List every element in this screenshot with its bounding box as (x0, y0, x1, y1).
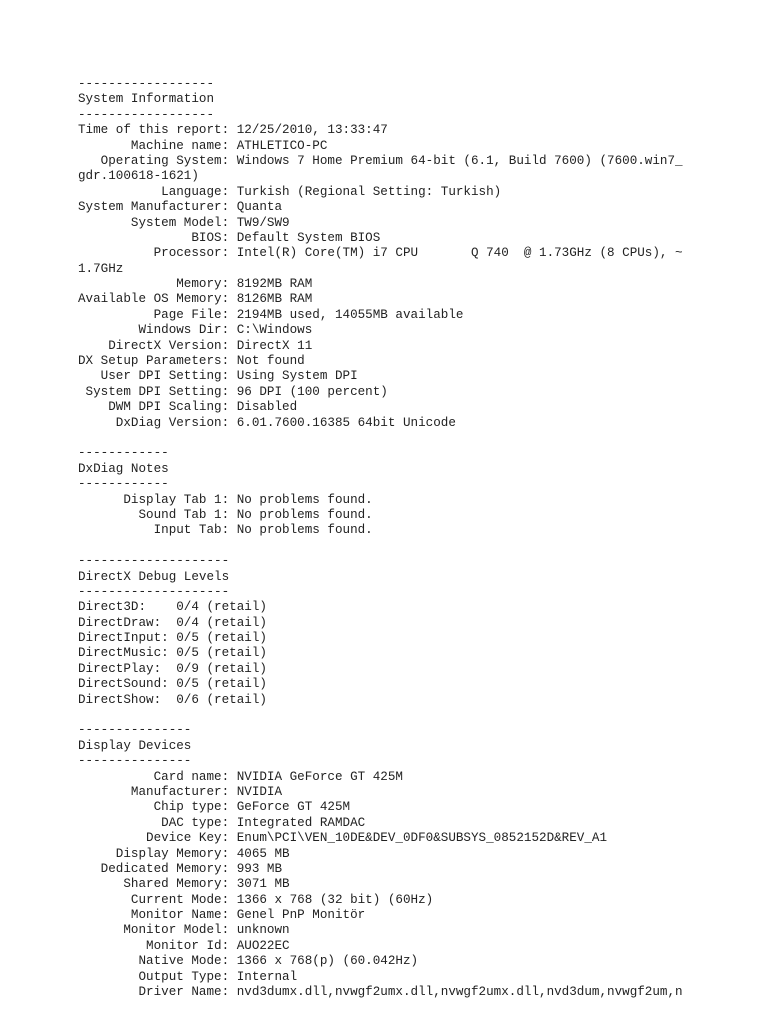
system-model-line: System Model: TW9/SW9 (78, 215, 290, 230)
native-mode-line: Native Mode: 1366 x 768(p) (60.042Hz) (78, 954, 419, 969)
directinput-level-line: DirectInput: 0/5 (retail) (78, 631, 267, 646)
directshow-level-line: DirectShow: 0/6 (retail) (78, 692, 267, 707)
input-tab-note-line: Input Tab: No problems found. (78, 523, 373, 538)
output-type-line: Output Type: Internal (78, 969, 298, 984)
section-heading-display-devices: Display Devices (78, 738, 192, 753)
monitor-id-line: Monitor Id: AUO22EC (78, 938, 290, 953)
section-rule: --------------- (78, 723, 192, 738)
page-file-line: Page File: 2194MB used, 14055MB available (78, 307, 464, 322)
sound-tab-note-line: Sound Tab 1: No problems found. (78, 507, 373, 522)
operating-system-line-cont: gdr.100618-1621) (78, 169, 199, 184)
blank-line (78, 539, 758, 554)
system-dpi-setting-line: System DPI Setting: 96 DPI (100 percent) (78, 384, 388, 399)
monitor-name-line: Monitor Name: Genel PnP Monitör (78, 908, 366, 923)
current-mode-line: Current Mode: 1366 x 768 (32 bit) (60Hz) (78, 892, 434, 907)
blank-line (78, 431, 758, 446)
display-memory-line: Display Memory: 4065 MB (78, 846, 290, 861)
display-tab-note-line: Display Tab 1: No problems found. (78, 492, 373, 507)
processor-line: Processor: Intel(R) Core(TM) i7 CPU Q 740 @ 1.73GHz (8 CPUs), ~ (78, 246, 683, 261)
card-name-line: Card name: NVIDIA GeForce GT 425M (78, 769, 403, 784)
section-rule: ------------------ (78, 107, 215, 122)
section-rule: ------------------ (78, 77, 215, 91)
manufacturer-line: Manufacturer: NVIDIA (78, 784, 283, 799)
windows-dir-line: Windows Dir: C:\Windows (78, 323, 313, 338)
dxdiag-version-line: DxDiag Version: 6.01.7600.16385 64bit Unicode (78, 415, 456, 430)
device-key-line: Device Key: Enum\PCI\VEN_10DE&DEV_0DF0&SUBSYS_0852152D&REV_A1 (78, 831, 608, 846)
section-heading-dxdiag-notes: DxDiag Notes (78, 461, 169, 476)
user-dpi-setting-line: User DPI Setting: Using System DPI (78, 369, 358, 384)
dxdiag-report (78, 77, 758, 1000)
section-heading-system-information: System Information (78, 92, 215, 107)
dx-setup-parameters-line: DX Setup Parameters: Not found (78, 354, 305, 369)
section-rule: -------------------- (78, 584, 230, 599)
report-time-line: Time of this report: 12/25/2010, 13:33:47 (78, 123, 388, 138)
operating-system-line: Operating System: Windows 7 Home Premium 64-bit (6.1, Build 7600) (7600.win7_ (78, 153, 683, 168)
processor-line-cont: 1.7GHz (78, 261, 124, 276)
monitor-model-line: Monitor Model: unknown (78, 923, 290, 938)
blank-line (78, 708, 758, 723)
available-os-memory-line: Available OS Memory: 8126MB RAM (78, 292, 313, 307)
directsound-level-line: DirectSound: 0/5 (retail) (78, 677, 267, 692)
section-heading-directx-debug-levels: DirectX Debug Levels (78, 569, 230, 584)
dedicated-memory-line: Dedicated Memory: 993 MB (78, 861, 283, 876)
bios-line: BIOS: Default System BIOS (78, 230, 381, 245)
chip-type-line: Chip type: GeForce GT 425M (78, 800, 351, 815)
directmusic-level-line: DirectMusic: 0/5 (retail) (78, 646, 267, 661)
driver-name-line: Driver Name: nvd3dumx.dll,nvwgf2umx.dll,nvwgf2umx.dll,nvd3dum,nvwgf2um,n (78, 985, 683, 1000)
directplay-level-line: DirectPlay: 0/9 (retail) (78, 661, 267, 676)
direct3d-level-line: Direct3D: 0/4 (retail) (78, 600, 267, 615)
section-rule: ------------ (78, 446, 169, 461)
shared-memory-line: Shared Memory: 3071 MB (78, 877, 290, 892)
section-rule: -------------------- (78, 554, 230, 569)
language-line: Language: Turkish (Regional Setting: Turkish) (78, 184, 502, 199)
memory-line: Memory: 8192MB RAM (78, 277, 313, 292)
dac-type-line: DAC type: Integrated RAMDAC (78, 815, 366, 830)
directdraw-level-line: DirectDraw: 0/4 (retail) (78, 615, 267, 630)
machine-name-line: Machine name: ATHLETICO-PC (78, 138, 328, 153)
system-manufacturer-line: System Manufacturer: Quanta (78, 200, 283, 215)
section-rule: --------------- (78, 754, 192, 769)
section-rule: ------------ (78, 477, 169, 492)
directx-version-line: DirectX Version: DirectX 11 (78, 338, 313, 353)
dwm-dpi-scaling-line: DWM DPI Scaling: Disabled (78, 400, 298, 415)
